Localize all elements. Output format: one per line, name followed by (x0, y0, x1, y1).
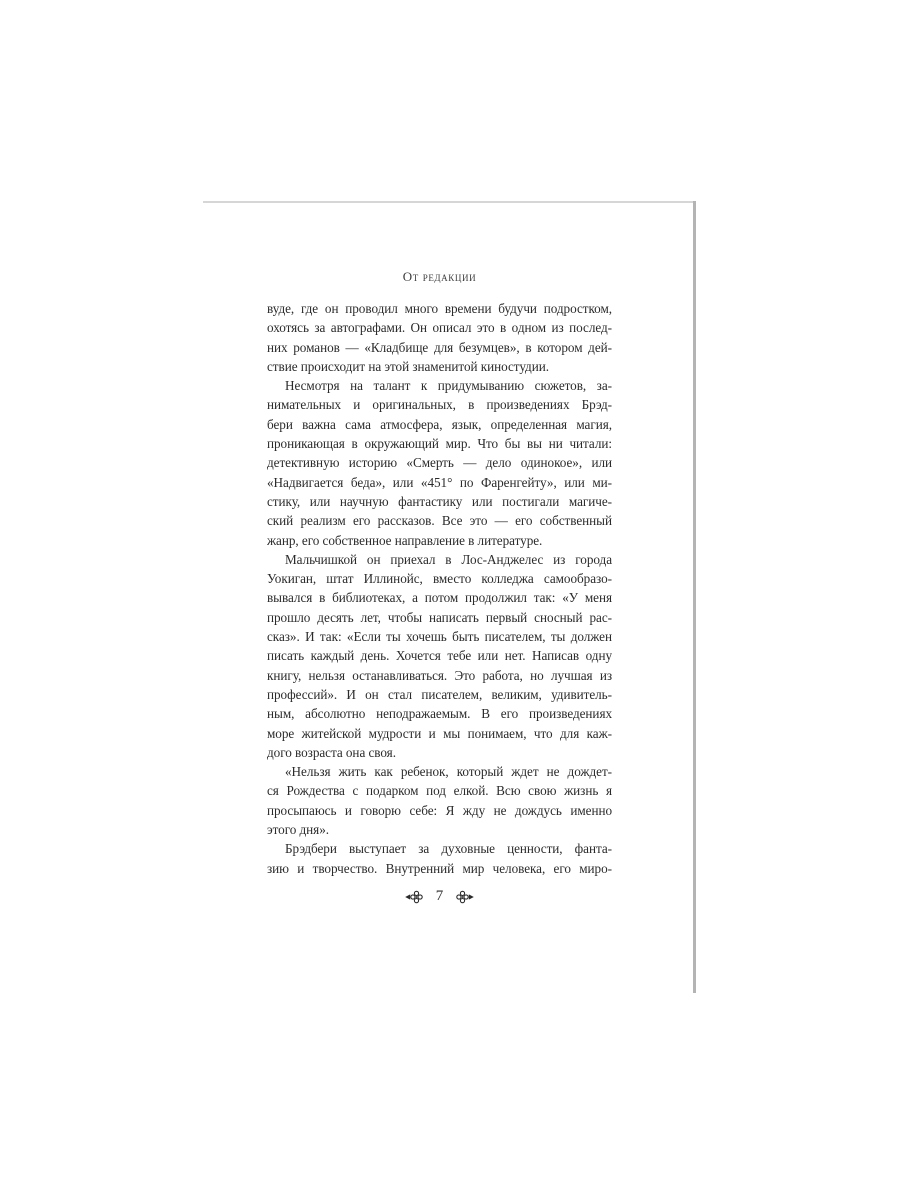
text-line: ский реализм его рассказов. Все это — его собственный (267, 513, 612, 529)
text-line: ся Рождества с подарком под елкой. Всю свою жизнь я (267, 783, 612, 799)
text-line: море житейской мудрости и мы понимаем, что для каж- (267, 725, 612, 741)
text-line: Уокиган, штат Иллинойс, вместо колледжа самообразо- (267, 571, 612, 587)
text-line: проникающая в окружающий мир. Что бы вы ни читали: (267, 436, 612, 452)
text-line: ным, абсолютно неподражаемым. В его произведениях (267, 706, 612, 722)
text-line: профессий». И он стал писателем, великим, удивитель- (267, 686, 612, 702)
running-header: От редакции (402, 269, 477, 284)
text-line: Несмотря на талант к придумыванию сюжетов, за- (285, 378, 612, 394)
text-line: сказ». И так: «Если ты хочешь быть писателем, ты должен (267, 629, 612, 645)
text-line: ствие происходит на этой знаменитой киностудии. (267, 358, 549, 374)
page-edge-right (693, 201, 696, 993)
paragraph (267, 839, 612, 878)
fleuron-left-icon (405, 890, 423, 904)
text-line: вывался в библиотеках, а потом продолжил так: «У меня (267, 590, 612, 606)
text-line: стику, или научную фантастику или постигали магиче- (267, 493, 612, 509)
text-line: этого дня». (267, 822, 329, 838)
text-line: писать каждый день. Хочется тебе или нет. Написав одну (267, 648, 612, 664)
text-line: бери важна сама атмосфера, язык, определенная магия, (267, 416, 612, 432)
text-line: Мальчишкой он приехал в Лос-Анджелес из города (285, 551, 612, 567)
paragraph (267, 762, 612, 839)
text-line: нимательных и оригинальных, в произведениях Брэд- (267, 397, 612, 413)
text-line: дого возраста она своя. (267, 744, 396, 760)
page-edge-top (203, 201, 695, 203)
text-line: «Надвигается беда», или «451° по Фаренгейту», или ми- (267, 474, 612, 490)
text-line: детективную историю «Смерть — дело одинокое», или (267, 455, 612, 471)
page-number: 7 (435, 888, 444, 904)
text-line: Брэдбери выступает за духовные ценности, фанта- (285, 841, 612, 857)
text-line: охотясь за автографами. Он описал это в одном из послед- (267, 320, 612, 336)
body-text (267, 299, 612, 878)
fleuron-right-icon (456, 890, 474, 904)
text-line: вуде, где он проводил много времени будучи подростком, (267, 301, 612, 316)
paragraph (267, 550, 612, 762)
page-footer (267, 888, 612, 905)
paragraph (267, 299, 612, 376)
text-line: зию и творчество. Внутренний мир человека, его миро- (267, 860, 612, 876)
text-line: просыпаюсь и говорю себе: Я жду не дождусь именно (267, 802, 612, 818)
text-line: них романов — «Кладбище для безумцев», в котором дей- (267, 339, 612, 355)
text-line: прошло десять лет, чтобы написать первый сносный рас- (267, 609, 612, 625)
text-line: «Нельзя жить как ребенок, который ждет не дождет- (285, 764, 612, 780)
text-line: книгу, нельзя останавливаться. Это работа, но лучшая из (267, 667, 612, 683)
text-line: жанр, его собственное направление в литературе. (267, 532, 543, 548)
paragraph (267, 376, 612, 550)
